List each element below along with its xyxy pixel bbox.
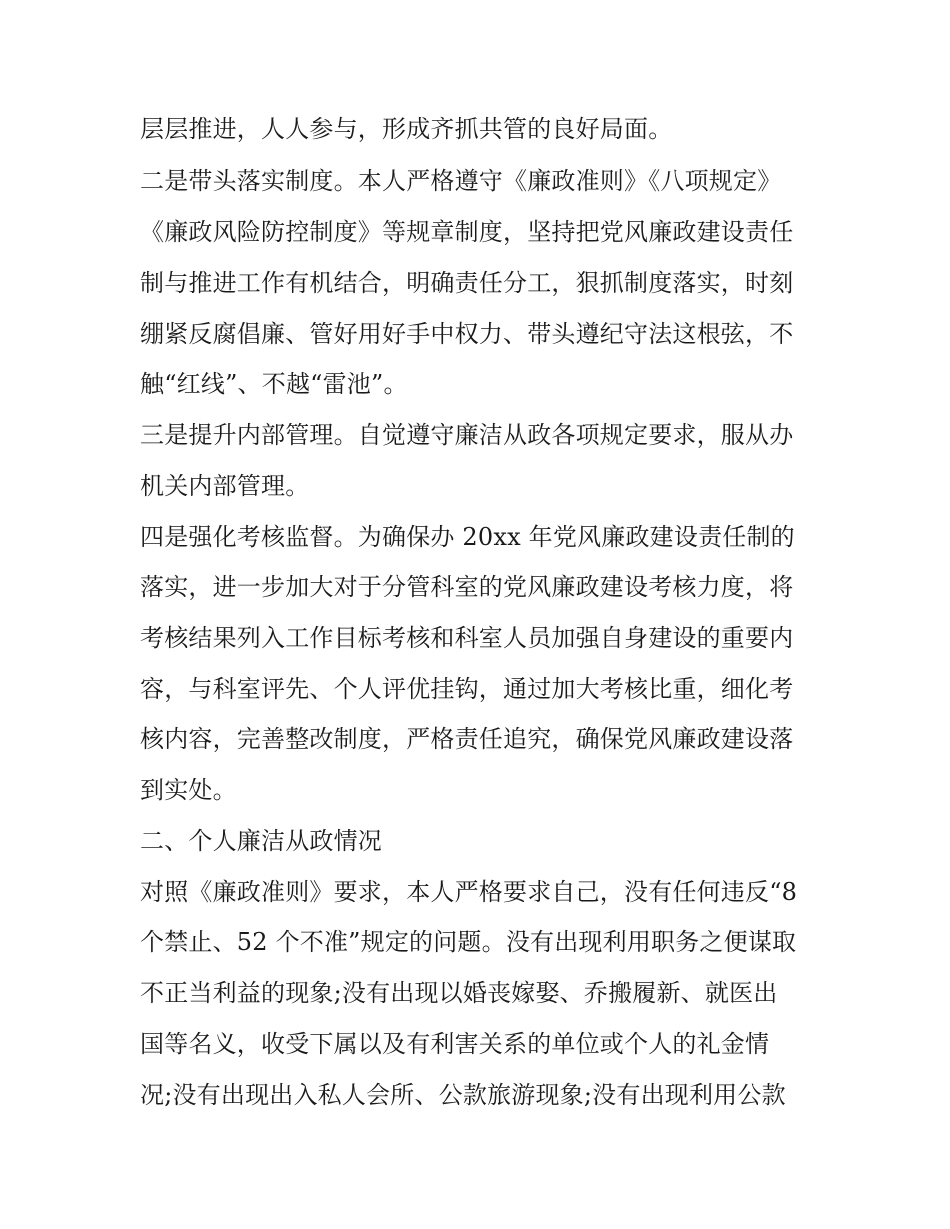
text-line: 二是带头落实制度。本人严格遵守《廉政准则》《八项规定》 bbox=[140, 167, 782, 195]
text-line: 层层推进，人人参与，形成齐抓共管的良好局面。 bbox=[140, 115, 673, 143]
text-line: 三是提升内部管理。自觉遵守廉洁从政各项规定要求，服从办 bbox=[140, 421, 794, 449]
text-line: 落实，进一步加大对于分管科室的党风廉政建设考核力度，将 bbox=[140, 573, 794, 601]
text-line: 考核结果列入工作目标考核和科室人员加强自身建设的重要内 bbox=[140, 624, 794, 652]
text-line: 况;没有出现出入私人会所、公款旅游现象;没有出现利用公款 bbox=[140, 1081, 786, 1109]
text-line: 个禁止、52 个不准”规定的问题。没有出现利用职务之便谋取 bbox=[140, 928, 797, 956]
text-line: 到实处。 bbox=[140, 776, 237, 804]
text-line: 核内容，完善整改制度，严格责任追究，确保党风廉政建设落 bbox=[140, 725, 794, 753]
text-line: 不正当利益的现象;没有出现以婚丧嫁娶、乔搬履新、就医出 bbox=[140, 979, 778, 1007]
text-line: 四是强化考核监督。为确保办 20xx 年党风廉政建设责任制的 bbox=[140, 523, 795, 551]
text-line: 触“红线”、不越“雷池”。 bbox=[140, 370, 408, 398]
text-line: 机关内部管理。 bbox=[140, 472, 310, 500]
text-line: 绷紧反腐倡廉、管好用好手中权力、带头遵纪守法这根弦，不 bbox=[140, 320, 794, 348]
text-line: 制与推进工作有机结合，明确责任分工，狠抓制度落实，时刻 bbox=[140, 269, 794, 297]
text-line: 国等名义，收受下属以及有利害关系的单位或个人的礼金情 bbox=[140, 1030, 770, 1058]
text-line: 容，与科室评先、个人评优挂钩，通过加大考核比重，细化考 bbox=[140, 675, 794, 703]
text-line: 《廉政风险防控制度》等规章制度，坚持把党风廉政建设责任 bbox=[140, 218, 794, 246]
text-line: 对照《廉政准则》要求，本人严格要求自己，没有任何违反“8 bbox=[140, 878, 798, 906]
section-heading: 二、个人廉洁从政情况 bbox=[140, 827, 382, 855]
